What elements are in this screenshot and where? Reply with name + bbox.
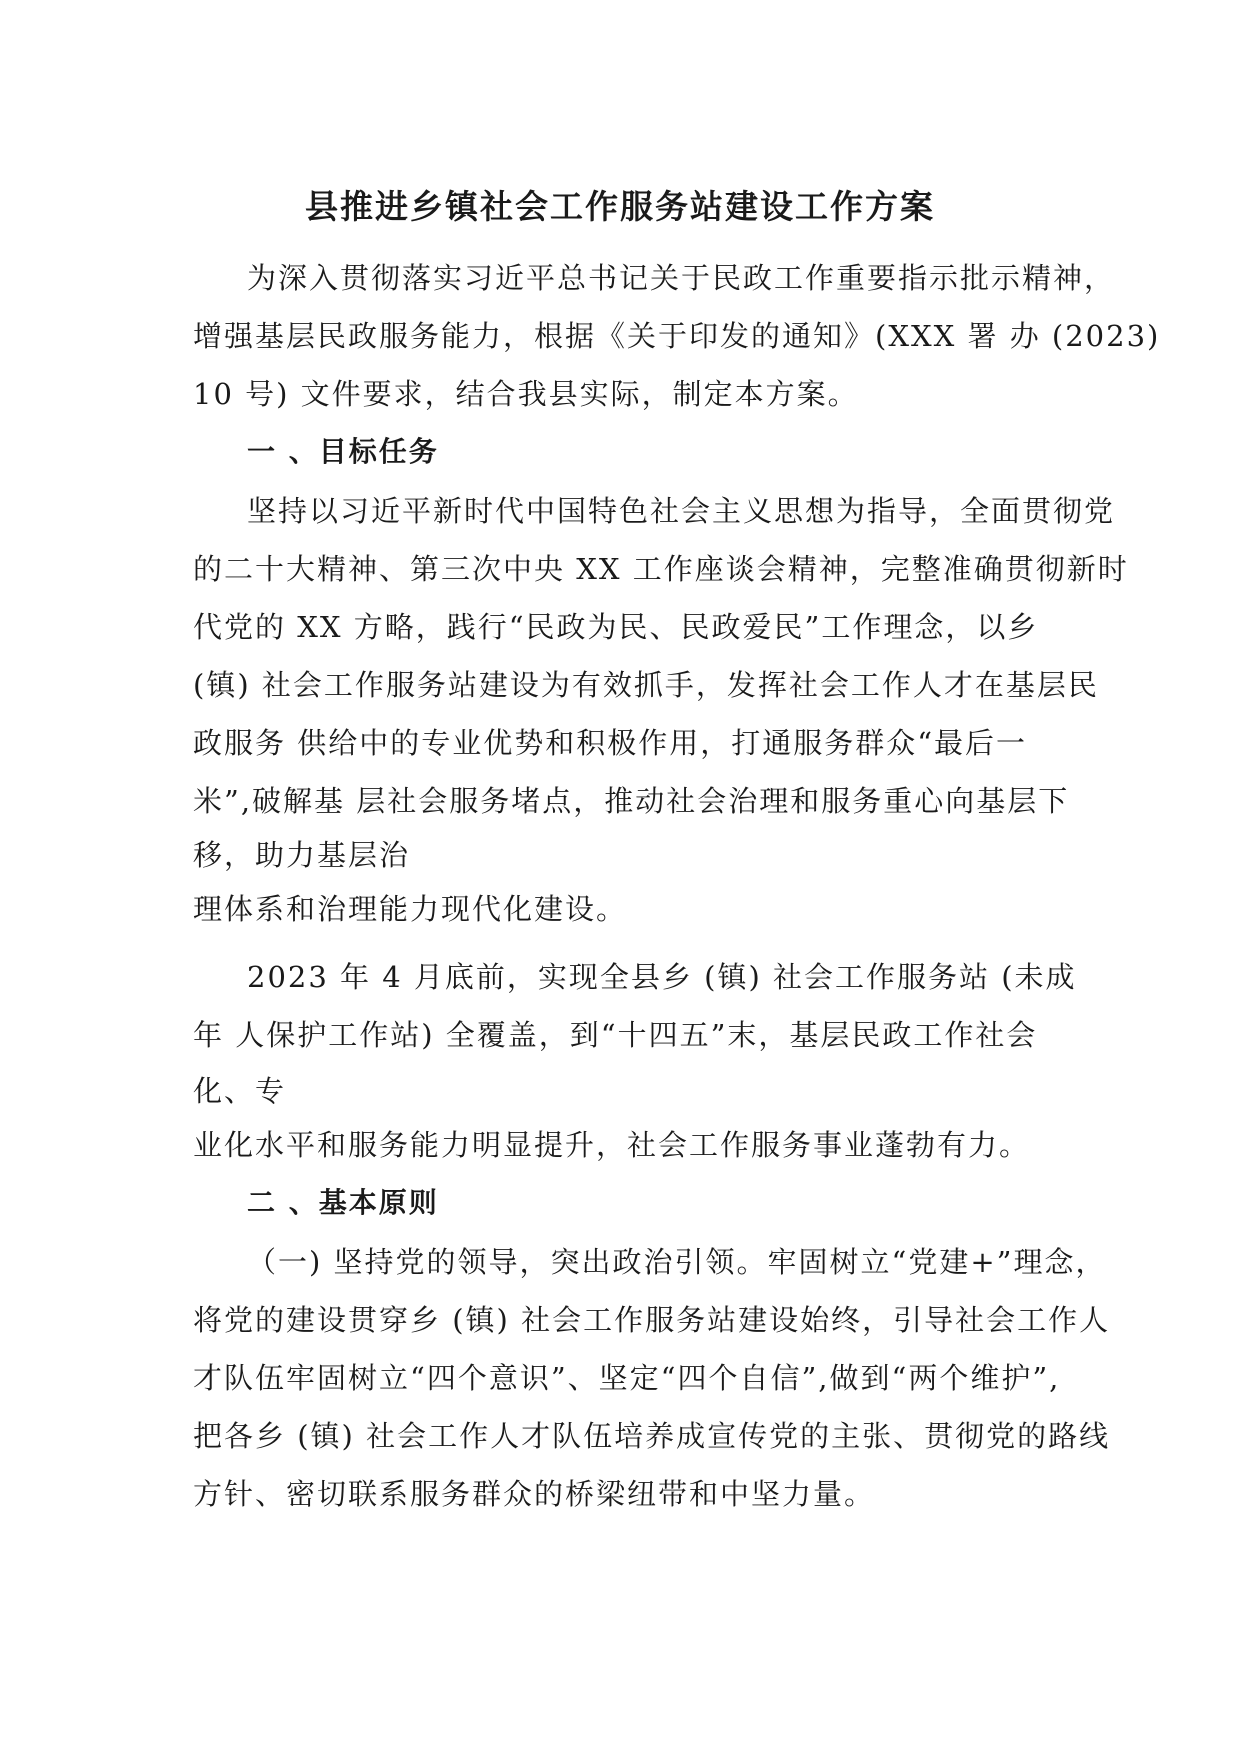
section1-para2-line-1: 2023 年 4 月底前，实现全县乡 (镇) 社会工作服务站 (未成 [247,960,1077,994]
section1-para1-line-2: 的二十大精神、第三次中央 XX 工作座谈会精神，完整准确贯彻新时 [193,552,1129,586]
section1-para2-line-2: 年 人保护工作站) 全覆盖，到“十四五”末，基层民政工作社会 [193,1018,1038,1052]
section2-para1-line-1: （一) 坚持党的领导，突出政治引领。牢固树立“党建+”理念， [247,1245,1107,1279]
section1-para1-line-6: 米”,破解基 层社会服务堵点，推动社会治理和服务重心向基层下 [193,784,1070,818]
section-heading-2: 二 、基本原则 [247,1186,439,1219]
section1-para1-line-4: (镇) 社会工作服务站建设为有效抓手，发挥社会工作人才在基层民 [193,668,1099,702]
section2-para1-line-5: 方针、密切联系服务群众的桥梁纽带和中坚力量。 [193,1477,876,1511]
document-title: 县推进乡镇社会工作服务站建设工作方案 [305,187,935,226]
section1-para1-line-1: 坚持以习近平新时代中国特色社会主义思想为指导，全面贯彻党 [247,494,1116,528]
section-heading-1: 一 、目标任务 [247,435,439,468]
section2-para1-line-4: 把各乡 (镇) 社会工作人才队伍培养成宣传党的主张、贯彻党的路线 [193,1419,1111,1453]
intro-line-1: 为深入贯彻落实习近平总书记关于民政工作重要指示批示精神， [247,261,1116,295]
section1-para1-line-8: 理体系和治理能力现代化建设。 [193,892,628,926]
intro-line-2: 增强基层民政服务能力，根据《关于印发的通知》(XXX 署 办 (2023) [193,319,1161,353]
section1-para1-line-5: 政服务 供给中的专业优势和积极作用，打通服务群众“最后一 [193,726,1028,760]
section1-para2-line-4: 业化水平和服务能力明显提升，社会工作服务事业蓬勃有力。 [193,1128,1031,1162]
intro-line-3: 10 号) 文件要求，结合我县实际，制定本方案。 [193,377,859,411]
section2-para1-line-3: 才队伍牢固树立“四个意识”、坚定“四个自信”,做到“两个维护”, [193,1361,1061,1395]
section1-para1-line-7: 移，助力基层治 [193,838,411,872]
section1-para2-line-3: 化、专 [193,1074,287,1108]
section1-para1-line-3: 代党的 XX 方略，践行“民政为民、民政爱民”工作理念，以乡 [193,610,1039,644]
section2-para1-line-2: 将党的建设贯穿乡 (镇) 社会工作服务站建设始终，引导社会工作人 [193,1303,1111,1337]
